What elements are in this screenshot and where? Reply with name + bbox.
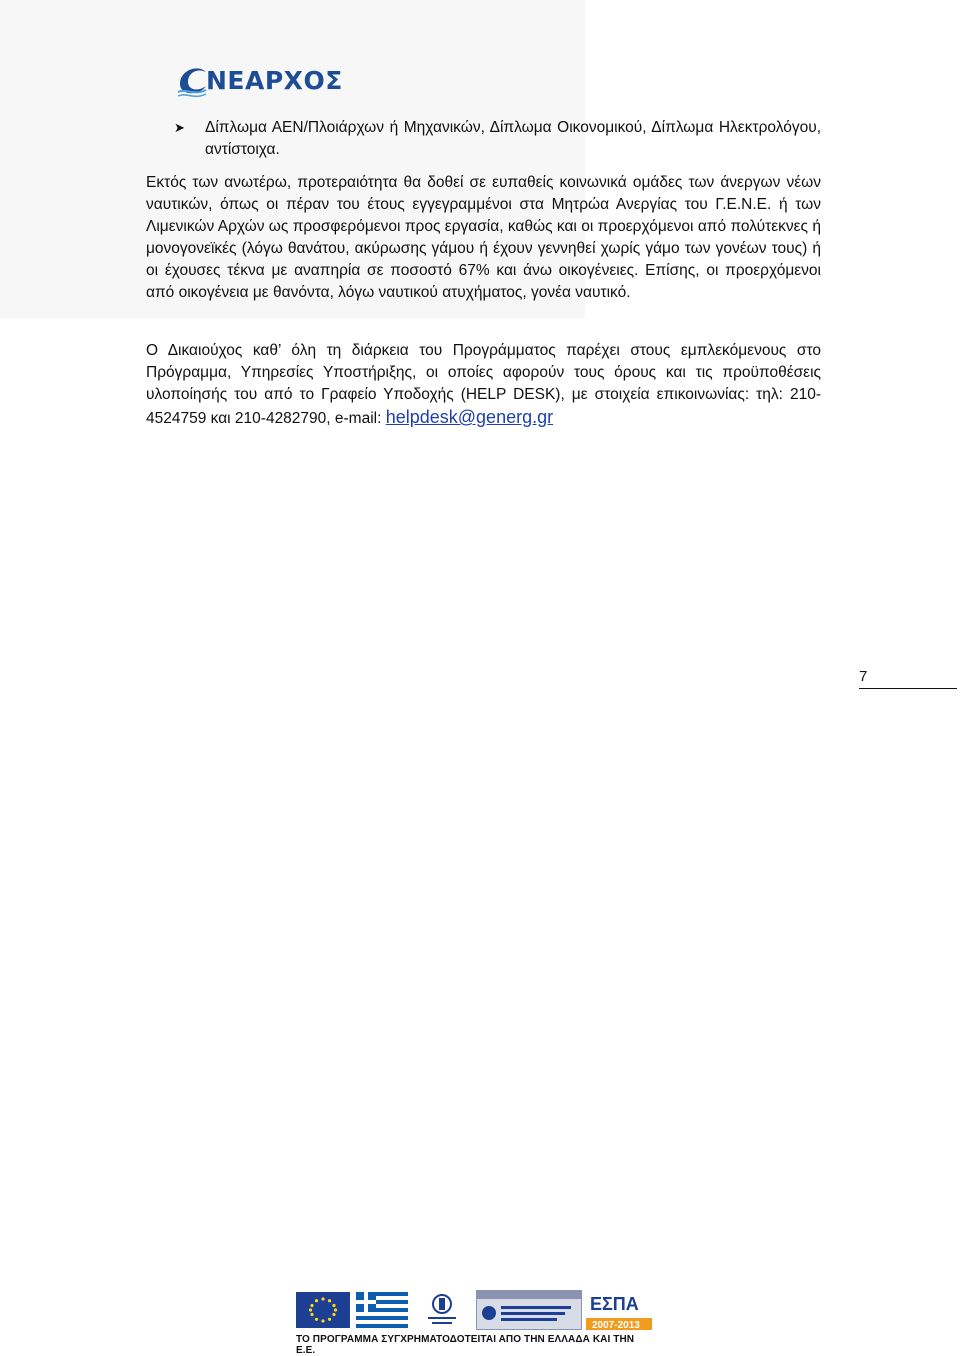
nearchos-logo [176, 62, 343, 100]
eu-flag-icon [296, 1292, 350, 1328]
support-text: Ο Δικαιούχος καθ’ όλη τη διάρκεια του Προγράμματος παρέχει στους εμπλεκόμενους στο Πρόγραμμα, Υπηρεσίες Υποστήριξης, οι οποίες αφορούν τους όρους και τις προϋποθέσεις υλοποίησής του από το Γραφείο Υποδοχής (HELP DESK), με στοιχεία επικοινωνίας: τηλ: 210-4524759 και 210-4282790, e-mail: [146, 342, 821, 427]
priority-paragraph: Εκτός των ανωτέρω, προτεραιότητα θα δοθεί σε ευπαθείς κοινωνικά ομάδες των άνεργων νέων ναυτικών, όπως οι πέραν του έτους εγγεγραμμένοι στα Μητρώα Ανεργίας του Γ.Ε.Ν.Ε. ή των Λιμενικών Αρχών ως προσφερόμενοι προς εργασία, καθώς και οι προερχόμενοι από πολύτεκνες ή μονογονεϊκές (λόγω θανάτου, ακύρωσης γάμου ή έχουν γεννηθεί χωρίς γάμο των γονέων τους) ή οι έχουσες τέκνα με αναπηρία σε ποσοστό 67% και άνω οικογένειες. Επίσης, οι προερχόμενοι από οικογένεια με θανόντα, λόγω ναυτικού ατυχήματος, γονέα ναυτικό. [146, 174, 821, 301]
operational-program-logo-icon [476, 1290, 582, 1330]
page-number: 7 [859, 668, 957, 689]
espa-logo-icon [586, 1290, 652, 1330]
greek-flag-icon [356, 1292, 408, 1328]
support-paragraph [146, 340, 821, 430]
footer-logos [296, 1290, 652, 1330]
ministry-emblem-icon [418, 1292, 466, 1328]
bullet-text: Δίπλωμα ΑΕΝ/Πλοιάρχων ή Μηχανικών, Δίπλωμα Οικονομικού, Δίπλωμα Ηλεκτρολόγου, αντίστοιχα. [205, 119, 821, 158]
arrow-bullet-icon: ➤ [174, 120, 185, 135]
email-link[interactable]: helpdesk@generg.gr [385, 407, 554, 427]
svg-text:2007-2013: 2007-2013 [592, 1320, 640, 1330]
bullet-item [174, 117, 821, 161]
wave-logo-icon [176, 62, 210, 100]
logo-text: ΝΕΑΡΧΟΣ [206, 66, 343, 95]
footer-cofinancing-text: ΤΟ ΠΡΟΓΡΑΜΜΑ ΣΥΓΧΡΗΜΑΤΟΔΟΤΕΙΤΑΙ ΑΠΟ ΤΗΝ ΕΛΛΑΔΑ ΚΑΙ ΤΗΝ Ε.Ε. [296, 1334, 635, 1356]
svg-text:ΕΣΠΑ: ΕΣΠΑ [590, 1294, 639, 1314]
